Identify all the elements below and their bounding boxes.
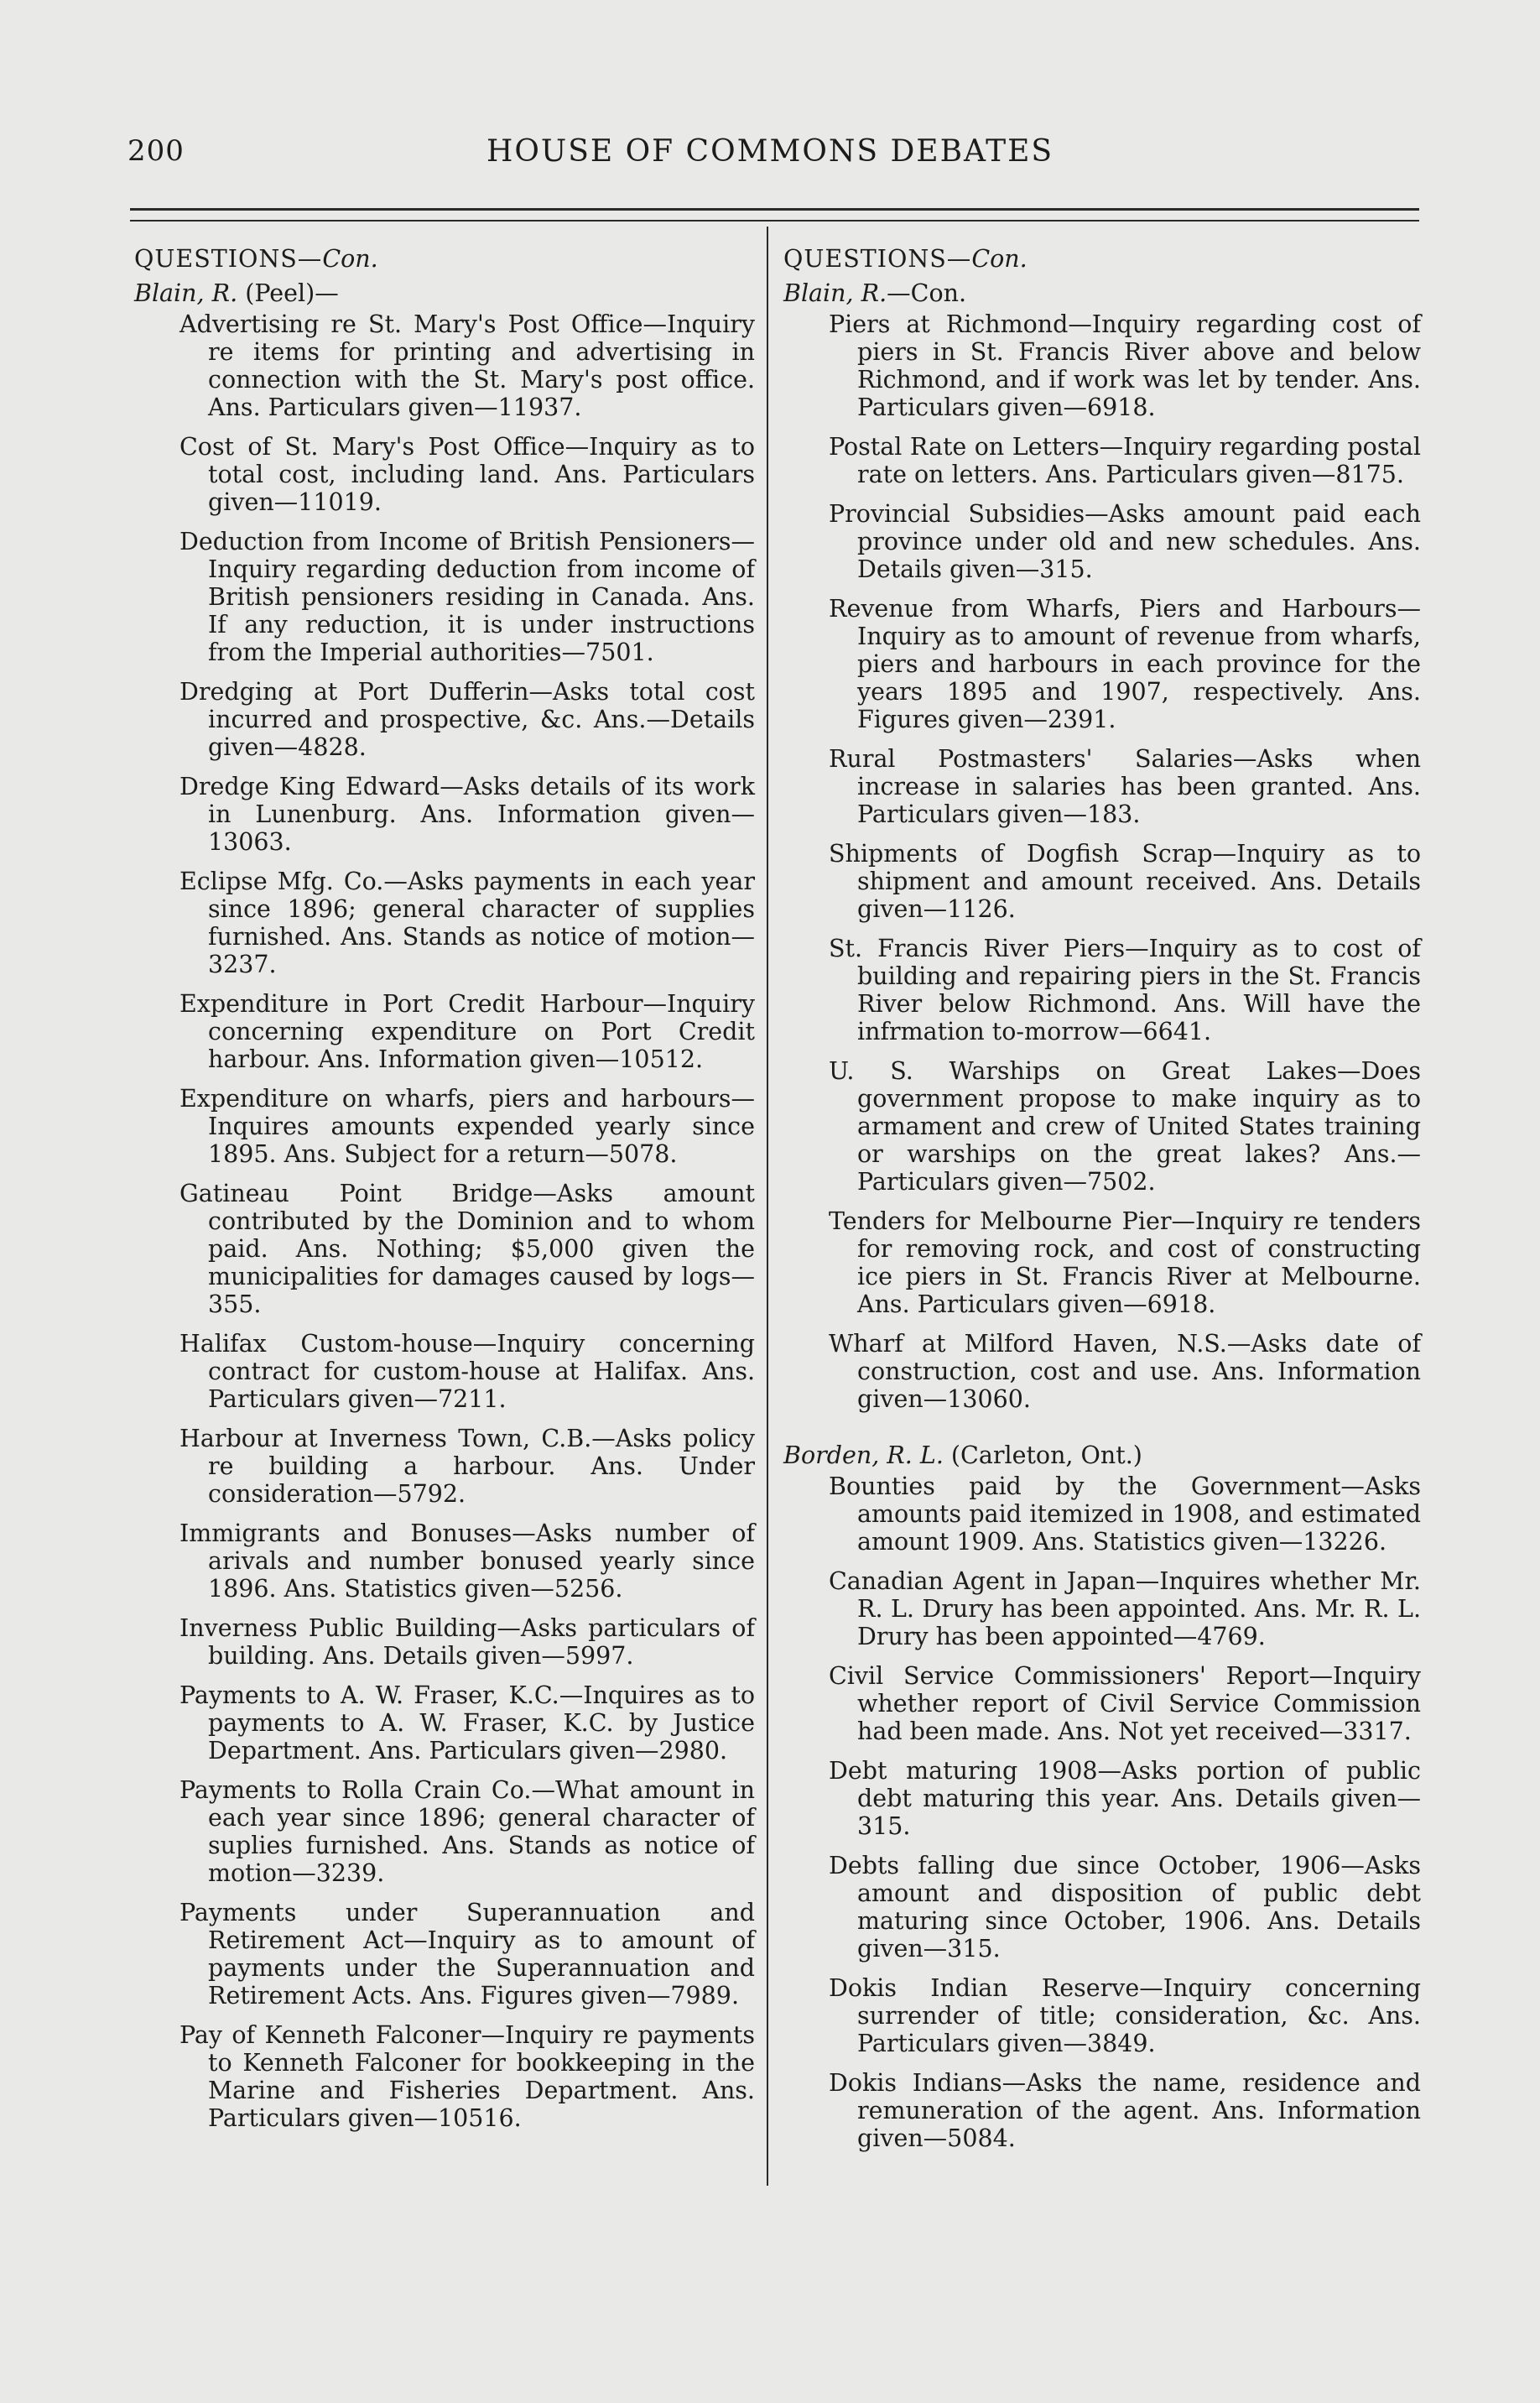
column-divider xyxy=(767,227,768,2186)
member-heading: Blain, R. (Peel)— xyxy=(134,279,339,307)
index-entry: Harbour at Inverness Town, C.B.—Asks policy re building a harbour. Ans. Under consideration—5792. xyxy=(179,1425,755,1508)
index-entry: U. S. Warships on Great Lakes—Does government propose to make inquiry as to armament and crew of United States training or warships on the great lakes? Ans.—Particulars given—7502. xyxy=(829,1057,1421,1196)
index-entry: Dredging at Port Dufferin—Asks total cost incurred and prospective, &c. Ans.—Details given—4828. xyxy=(179,678,755,761)
header-rule-thin xyxy=(130,220,1419,222)
left-column xyxy=(134,245,755,2144)
index-entry: Piers at Richmond—Inquiry regarding cost of piers in St. Francis River above and below Richmond, and if work was let by tender. Ans. Particulars given—6918. xyxy=(829,310,1421,421)
index-entry: Eclipse Mfg. Co.—Asks payments in each year since 1896; general character of supplies furnished. Ans. Stands as notice of motion—3237. xyxy=(179,868,755,978)
index-entry: Rural Postmasters' Salaries—Asks when increase in salaries has been granted. Ans. Particulars given—183. xyxy=(829,745,1421,828)
index-entry: Dokis Indian Reserve—Inquiry concerning surrender of title; consideration, &c. Ans. Particulars given—3849. xyxy=(829,1974,1421,2057)
index-entry: Expenditure on wharfs, piers and harbours—Inquires amounts expended yearly since 1895. Ans. Subject for a return—5078. xyxy=(179,1085,755,1168)
section-heading: QUESTIONS—Con. xyxy=(783,245,1028,273)
index-entry: Tenders for Melbourne Pier—Inquiry re tenders for removing rock, and cost of constructing ice piers in St. Francis River at Melbourne. Ans. Particulars given—6918. xyxy=(829,1207,1421,1318)
index-entry: Canadian Agent in Japan—Inquires whether Mr. R. L. Drury has been appointed. Ans. Mr. R. L. Drury has been appointed—4769. xyxy=(829,1567,1421,1650)
index-entry: Dredge King Edward—Asks details of its work in Lunenburg. Ans. Information given—13063. xyxy=(179,773,755,856)
index-entry: Inverness Public Building—Asks particulars of building. Ans. Details given—5997. xyxy=(179,1614,755,1670)
index-entry: Debts falling due since October, 1906—Asks amount and disposition of public debt maturing since October, 1906. Ans. Details given—315. xyxy=(829,1852,1421,1963)
index-entry: Payments to A. W. Fraser, K.C.—Inquires as to payments to A. W. Fraser, K.C. by Justice Department. Ans. Particulars given—2980. xyxy=(179,1681,755,1764)
index-entry: Bounties paid by the Government—Asks amounts paid itemized in 1908, and estimated amount 1909. Ans. Statistics given—13226. xyxy=(829,1473,1421,1556)
header-rule-thick xyxy=(130,208,1419,211)
index-entry: Provincial Subsidies—Asks amount paid each province under old and new schedules. Ans. Details given—315. xyxy=(829,500,1421,583)
index-entry: Wharf at Milford Haven, N.S.—Asks date of construction, cost and use. Ans. Information given—13060. xyxy=(829,1330,1421,1413)
member-heading: Borden, R. L. (Carleton, Ont.) xyxy=(783,1441,1142,1469)
index-entry: Debt maturing 1908—Asks portion of public debt maturing this year. Ans. Details given—315. xyxy=(829,1757,1421,1840)
index-entry: Cost of St. Mary's Post Office—Inquiry as to total cost, including land. Ans. Particulars given—11019. xyxy=(179,433,755,516)
index-entry: St. Francis River Piers—Inquiry as to cost of building and repairing piers in the St. Francis River below Richmond. Ans. Will have the infrmation to-morrow—6641. xyxy=(829,935,1421,1045)
index-entry: Gatineau Point Bridge—Asks amount contributed by the Dominion and to whom paid. Ans. Nothing; $5,000 given the municipalities for damages caused by logs—355. xyxy=(179,1180,755,1318)
index-entry: Immigrants and Bonuses—Asks number of arivals and number bonused yearly since 1896. Ans. Statistics given—5256. xyxy=(179,1519,755,1603)
section-heading: QUESTIONS—Con. xyxy=(134,245,378,273)
index-entry: Civil Service Commissioners' Report—Inquiry whether report of Civil Service Commission had been made. Ans. Not yet received—3317. xyxy=(829,1662,1421,1745)
index-entry: Postal Rate on Letters—Inquiry regarding postal rate on letters. Ans. Particulars given—8175. xyxy=(829,433,1421,488)
running-head: HOUSE OF COMMONS DEBATES xyxy=(486,134,1054,169)
index-entry: Payments under Superannuation and Retirement Act—Inquiry as to amount of payments under the Superannuation and Retirement Acts. Ans. Figures given—7989. xyxy=(179,1899,755,2009)
right-column xyxy=(783,245,1421,2164)
index-entry: Advertising re St. Mary's Post Office—Inquiry re items for printing and advertising in connection with the St. Mary's post office. Ans. Particulars given—11937. xyxy=(179,310,755,421)
page-number: 200 xyxy=(127,134,185,168)
member-heading: Blain, R.—Con. xyxy=(783,279,967,307)
index-entry: Payments to Rolla Crain Co.—What amount in each year since 1896; general character of suplies furnished. Ans. Stands as notice of motion—3239. xyxy=(179,1776,755,1887)
index-entry: Dokis Indians—Asks the name, residence and remuneration of the agent. Ans. Information given—5084. xyxy=(829,2069,1421,2152)
index-entry: Halifax Custom-house—Inquiry concerning contract for custom-house at Halifax. Ans. Particulars given—7211. xyxy=(179,1330,755,1413)
index-entry: Deduction from Income of British Pensioners—Inquiry regarding deduction from income of British pensioners residing in Canada. Ans. If any reduction, it is under instructions from the Imperial authorities—7501. xyxy=(179,528,755,666)
index-entry: Shipments of Dogfish Scrap—Inquiry as to shipment and amount received. Ans. Details given—1126. xyxy=(829,840,1421,923)
index-entry: Pay of Kenneth Falconer—Inquiry re payments to Kenneth Falconer for bookkeeping in the Marine and Fisheries Department. Ans. Particulars given—10516. xyxy=(179,2021,755,2132)
index-entry: Expenditure in Port Credit Harbour—Inquiry concerning expenditure on Port Credit harbour. Ans. Information given—10512. xyxy=(179,990,755,1073)
index-entry: Revenue from Wharfs, Piers and Harbours—Inquiry as to amount of revenue from wharfs, piers and harbours in each province for the years 1895 and 1907, respectively. Ans. Figures given—2391. xyxy=(829,595,1421,733)
